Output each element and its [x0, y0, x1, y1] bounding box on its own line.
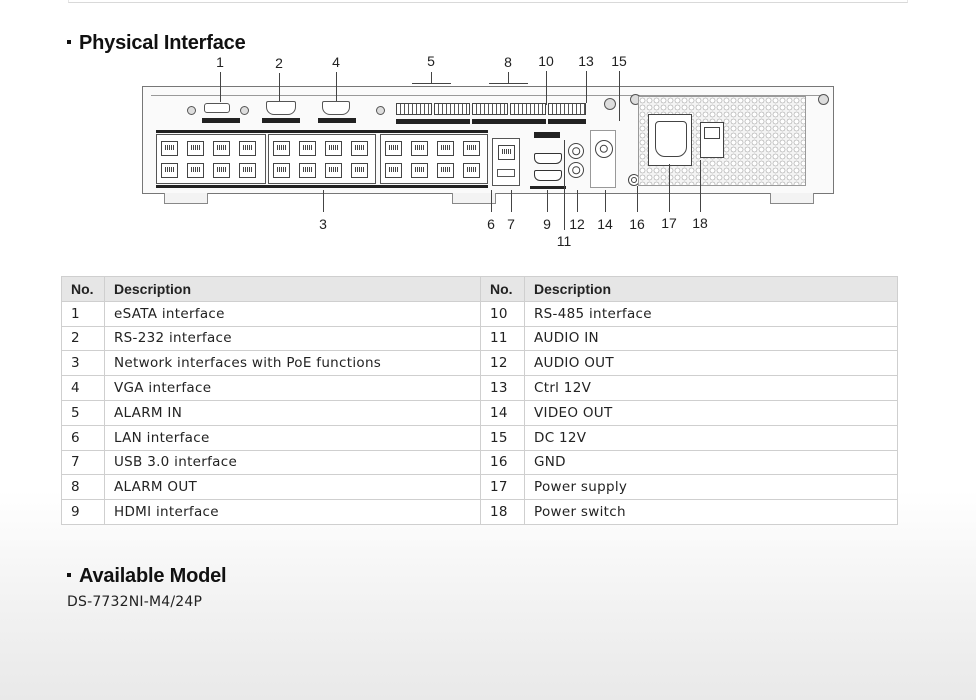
item-description: GND	[525, 450, 898, 475]
callout-4: 4	[332, 54, 340, 70]
table-row	[62, 376, 898, 401]
item-description: Network interfaces with PoE functions	[105, 351, 481, 376]
item-number: 14	[481, 400, 525, 425]
item-description: AUDIO OUT	[525, 351, 898, 376]
item-description: USB 3.0 interface	[105, 450, 481, 475]
item-number: 1	[62, 301, 105, 326]
header-no: No.	[62, 277, 105, 302]
callout-11: 11	[556, 233, 572, 249]
hdmi-port	[534, 170, 562, 181]
item-number: 11	[481, 326, 525, 351]
lan-usb-block	[492, 138, 520, 186]
item-description: HDMI interface	[105, 500, 481, 525]
item-number: 8	[62, 475, 105, 500]
item-number: 7	[62, 450, 105, 475]
callout-5: 5	[427, 53, 435, 69]
usb-port	[497, 169, 515, 177]
table-row	[62, 301, 898, 326]
poe-ports-group	[268, 134, 376, 184]
power-supply-inlet	[648, 114, 692, 166]
table-row	[62, 475, 898, 500]
header-description: Description	[525, 277, 898, 302]
hdmi-port	[534, 153, 562, 164]
alarm-in-terminal	[396, 103, 432, 115]
callout-18: 18	[692, 215, 708, 231]
item-number: 13	[481, 376, 525, 401]
callout-1: 1	[216, 54, 224, 70]
callout-8: 8	[504, 54, 512, 70]
item-number: 17	[481, 475, 525, 500]
callout-16: 16	[629, 216, 645, 232]
item-description: DC 12V	[525, 425, 898, 450]
item-description: Power supply	[525, 475, 898, 500]
table-row	[62, 425, 898, 450]
item-description: RS-485 interface	[525, 301, 898, 326]
table-row	[62, 500, 898, 525]
item-description: eSATA interface	[105, 301, 481, 326]
callout-12: 12	[569, 216, 585, 232]
rs232-port	[266, 101, 296, 115]
audio-out-port	[568, 162, 584, 178]
item-description: Ctrl 12V	[525, 376, 898, 401]
item-number: 4	[62, 376, 105, 401]
alarm-out-terminal	[472, 103, 508, 115]
callout-17: 17	[661, 215, 677, 231]
bullet-icon	[67, 573, 71, 577]
model-number: DS-7732NI-M4/24P	[67, 594, 203, 610]
available-model-heading: Available Model	[67, 565, 226, 588]
table-row	[62, 400, 898, 425]
callout-3: 3	[319, 216, 327, 232]
video-out-bnc	[595, 140, 613, 158]
callout-14: 14	[597, 216, 613, 232]
item-number: 5	[62, 400, 105, 425]
item-number: 9	[62, 500, 105, 525]
item-description: VGA interface	[105, 376, 481, 401]
foot	[452, 193, 496, 204]
item-number: 15	[481, 425, 525, 450]
header-no: No.	[481, 277, 525, 302]
item-description: AUDIO IN	[525, 326, 898, 351]
interface-table	[61, 276, 898, 525]
bullet-icon	[67, 40, 71, 44]
alarm-out-terminal	[510, 103, 546, 115]
poe-ports-group	[380, 134, 488, 184]
item-number: 12	[481, 351, 525, 376]
rs485-terminal	[548, 103, 586, 115]
foot	[770, 193, 814, 204]
table-row	[62, 450, 898, 475]
item-description: ALARM IN	[105, 400, 481, 425]
alarm-in-terminal	[434, 103, 470, 115]
item-description: Power switch	[525, 500, 898, 525]
item-description: LAN interface	[105, 425, 481, 450]
callout-15: 15	[611, 53, 627, 69]
nvr-rear-panel-diagram	[142, 86, 836, 204]
top-divider	[68, 0, 908, 3]
item-description: ALARM OUT	[105, 475, 481, 500]
audio-in-port	[568, 143, 584, 159]
item-number: 18	[481, 500, 525, 525]
table-row	[62, 326, 898, 351]
foot	[164, 193, 208, 204]
vga-port	[322, 101, 350, 115]
power-switch	[700, 122, 724, 158]
item-number: 16	[481, 450, 525, 475]
callout-9: 9	[543, 216, 551, 232]
table-header-row	[62, 277, 898, 302]
callout-2: 2	[275, 55, 283, 71]
item-number: 2	[62, 326, 105, 351]
callout-7: 7	[507, 216, 515, 232]
esata-port	[204, 103, 230, 113]
item-description: VIDEO OUT	[525, 400, 898, 425]
table-row	[62, 351, 898, 376]
callout-10: 10	[538, 53, 554, 69]
callout-13: 13	[578, 53, 594, 69]
item-description: RS-232 interface	[105, 326, 481, 351]
item-number: 10	[481, 301, 525, 326]
item-number: 3	[62, 351, 105, 376]
header-description: Description	[105, 277, 481, 302]
item-number: 6	[62, 425, 105, 450]
callout-6: 6	[487, 216, 495, 232]
poe-ports-group	[156, 134, 266, 184]
physical-interface-heading: Physical Interface	[67, 32, 246, 55]
